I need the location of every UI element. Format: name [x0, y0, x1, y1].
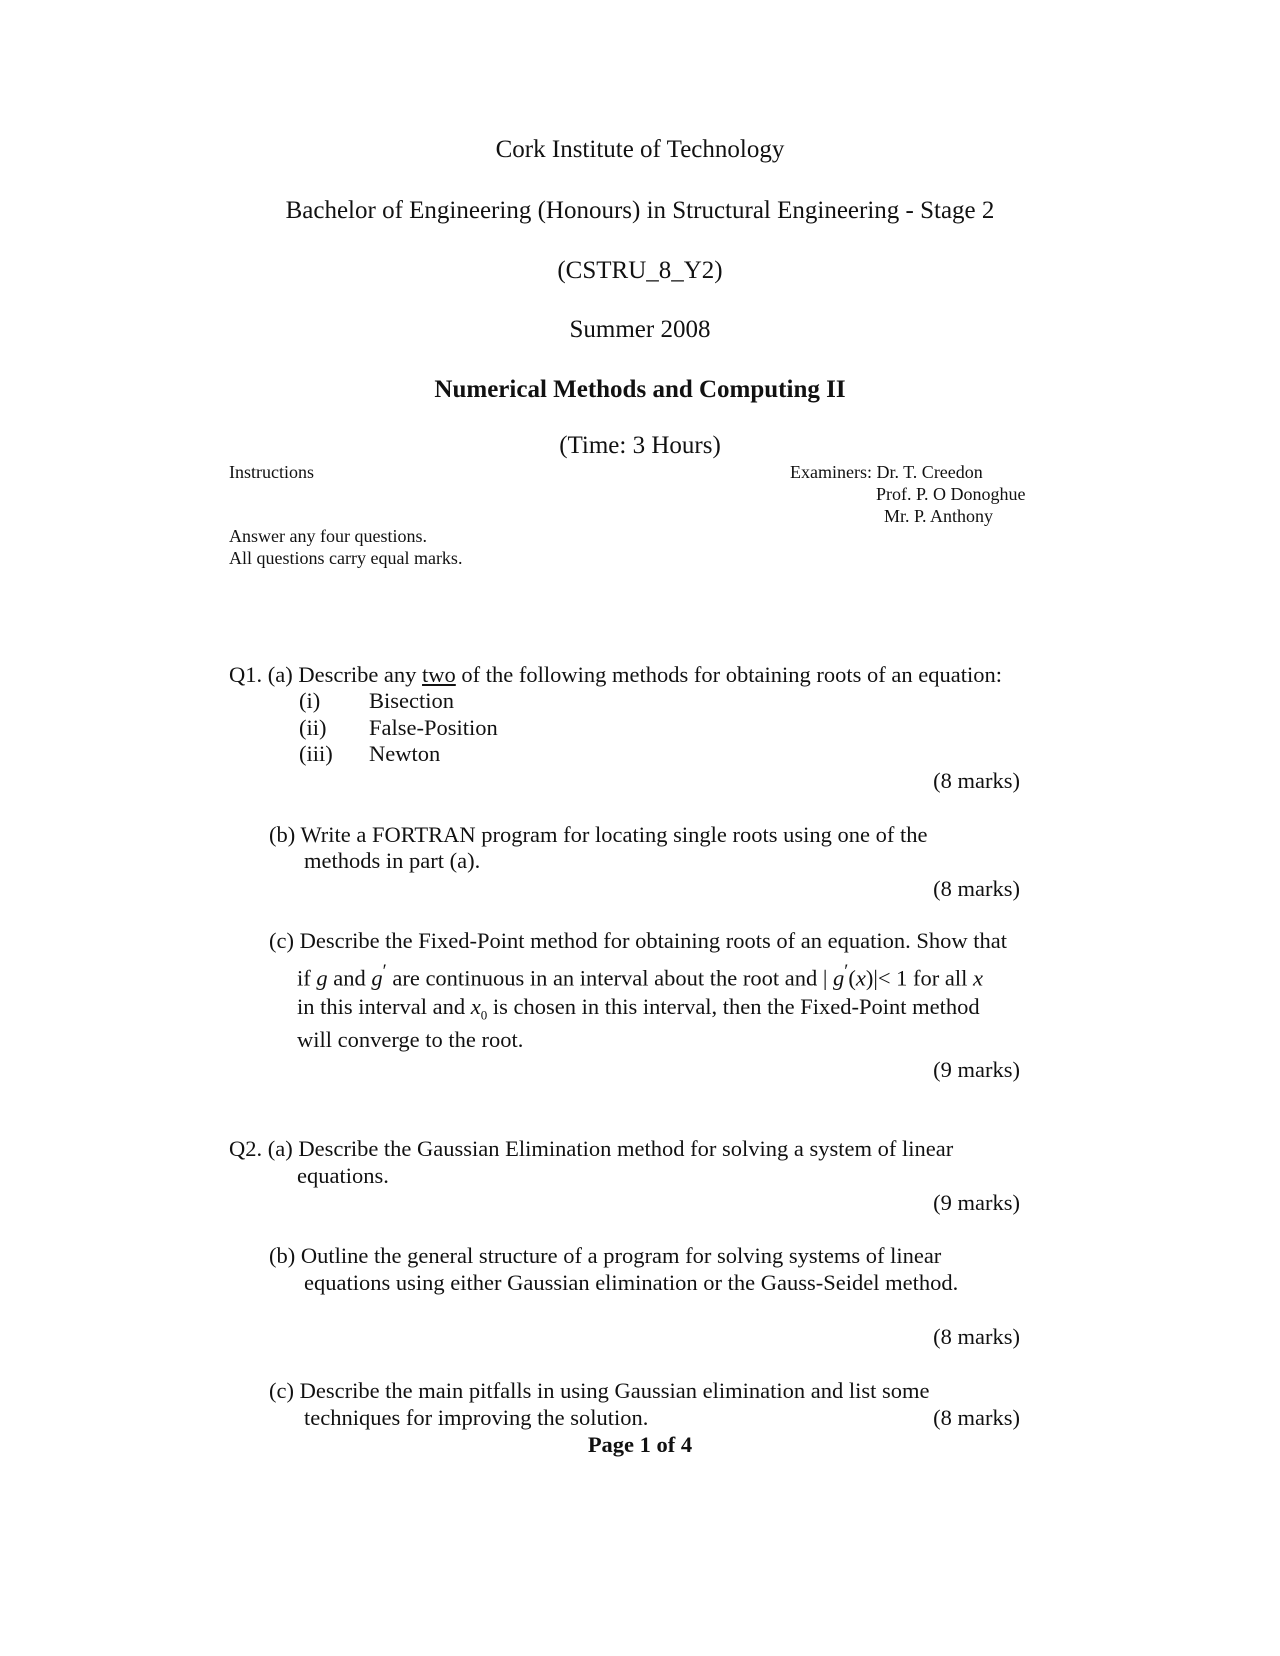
q1-item-num-2: (ii) [299, 715, 327, 740]
q2b-line-2: equations using either Gaussian elimination or the Gauss-Seidel method. [304, 1270, 959, 1295]
q1c-text-continuous: are continuous in an interval about the root and | [386, 965, 833, 991]
q1c-line-4: will converge to the root. [297, 1027, 524, 1052]
exam-session: Summer 2008 [569, 316, 711, 343]
q1c-text-interval: in this interval and [297, 994, 471, 1019]
q1-item-num-1: (i) [299, 688, 321, 713]
q1a-text [229, 662, 1002, 688]
q1c-line-2 [297, 961, 983, 992]
q1c-text-forall: )|< 1 for all [865, 965, 974, 991]
q1c-text-chosen: is chosen in this interval, then the Fixed-Point method [487, 994, 980, 1019]
q1a-emphasis: two [422, 662, 456, 687]
examiner-3: Mr. P. Anthony [884, 506, 994, 526]
q2a-marks: (9 marks) [933, 1190, 1020, 1215]
page-number: Page 1 of 4 [587, 1432, 693, 1457]
q1b-marks: (8 marks) [933, 876, 1020, 901]
examiner-1: Examiners: Dr. T. Creedon [790, 462, 983, 482]
q1c-var-g: g [316, 965, 328, 991]
q1c-prime: ′ [382, 961, 387, 982]
q1c-text-if: if [297, 965, 317, 991]
q2b-line-1: (b) Outline the general structure of a program for solving systems of linear [269, 1243, 942, 1268]
q2c-marks: (8 marks) [933, 1405, 1020, 1430]
q1-item-text-1: Bisection [369, 688, 454, 713]
q1c-paren: ( [848, 965, 856, 991]
q2c-line-1: (c) Describe the main pitfalls in using Gaussian elimination and list some [269, 1378, 930, 1403]
q1c-var-g3: g [833, 965, 845, 991]
q2a-line-1: Q2. (a) Describe the Gaussian Elimination method for solving a system of linear [229, 1136, 954, 1161]
exam-duration: (Time: 3 Hours) [559, 432, 721, 459]
q1c-var-x: x [855, 965, 866, 991]
q1-item-text-3: Newton [369, 741, 441, 766]
q1b-line-1: (b) Write a FORTRAN program for locating single roots using one of the [269, 822, 928, 847]
q1c-text-and: and [327, 965, 372, 991]
q1-item-num-3: (iii) [299, 741, 333, 766]
q1b-line-2: methods in part (a). [304, 848, 481, 873]
examiner-2: Prof. P. O Donoghue [876, 484, 1026, 504]
q2b-marks: (8 marks) [933, 1324, 1020, 1349]
q1a-suffix: of the following methods for obtaining roots of an equation: [455, 662, 1002, 687]
programme-title: Bachelor of Engineering (Honours) in Structural Engineering - Stage 2 [285, 197, 995, 224]
q1c-line-3 [297, 994, 980, 1024]
module-title: Numerical Methods and Computing II [434, 376, 846, 403]
q1c-subscript-0: 0 [480, 1007, 488, 1023]
programme-code: (CSTRU_8_Y2) [557, 257, 723, 284]
q1a-prefix: Q1. (a) Describe any [229, 662, 423, 687]
q1c-var-g2: g [371, 965, 383, 991]
q2a-line-2: equations. [297, 1163, 389, 1188]
institute-name: Cork Institute of Technology [495, 136, 785, 163]
q1c-var-x0: x [470, 994, 481, 1019]
instructions-line-1: Answer any four questions. [229, 526, 427, 546]
q1-item-text-2: False-Position [369, 715, 498, 740]
q1c-prime2: ′ [844, 961, 849, 982]
q1a-marks: (8 marks) [933, 768, 1020, 793]
q1c-var-x2: x [973, 965, 984, 991]
q1c-line-1: (c) Describe the Fixed-Point method for obtaining roots of an equation. Show that [269, 928, 1007, 953]
q1c-marks: (9 marks) [933, 1057, 1020, 1082]
instructions-line-2: All questions carry equal marks. [229, 548, 463, 568]
q2c-line-2: techniques for improving the solution. [304, 1405, 649, 1430]
instructions-label: Instructions [229, 462, 314, 482]
